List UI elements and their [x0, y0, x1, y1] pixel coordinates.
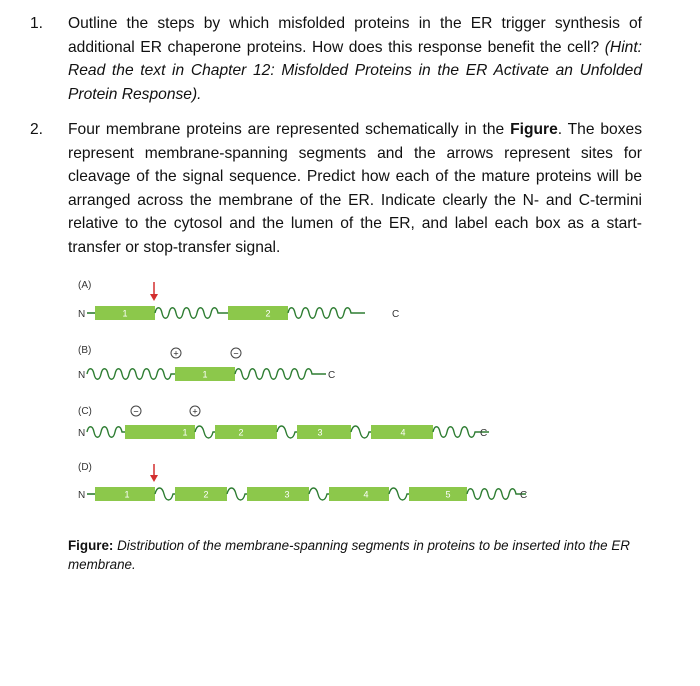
figure-caption-label: Figure: [68, 538, 114, 553]
question-2-figure-word: Figure [510, 121, 558, 138]
figure-caption-text: Distribution of the membrane-spanning segments in proteins to be inserted into the ER membrane. [68, 538, 630, 572]
question-2-text-before: Four membrane proteins are represented schematically in the [68, 121, 511, 138]
figure-caption [68, 536, 638, 574]
positive-charge-icon [171, 348, 181, 359]
svg-text:+: + [192, 406, 198, 417]
protein-c-n-terminus: N [78, 428, 86, 439]
protein-d-segment-1-label: 1 [124, 489, 130, 500]
protein-b-c-tail [235, 369, 326, 380]
question-2-number: 2. [30, 121, 44, 138]
protein-c-segment-2 [215, 425, 277, 439]
protein-a-cleavage-arrow [150, 282, 158, 301]
protein-b-n-loop [87, 369, 175, 380]
protein-c-segment-3 [297, 425, 351, 439]
negative-charge-icon [231, 348, 241, 359]
protein-c [78, 406, 489, 439]
question-2 [30, 118, 642, 259]
protein-d-segment-5-label: 5 [445, 489, 451, 500]
question-1-text: Outline the steps by which misfolded proteins in the ER trigger synthesis of additional ER chaperone proteins. How does this response benefit the cell? [68, 15, 642, 56]
protein-d-segment-5 [409, 487, 467, 501]
protein-c-segment-1-label: 1 [182, 427, 188, 438]
membrane-protein-figure [0, 270, 700, 532]
protein-a-segment-2-label: 2 [265, 308, 271, 319]
protein-d-segment-4 [329, 487, 389, 501]
protein-d-c-terminus: C [520, 490, 528, 501]
protein-c-label: (C) [78, 406, 92, 417]
positive-charge-icon [190, 406, 200, 417]
protein-b-n-terminus: N [78, 370, 86, 381]
protein-d-cleavage-arrow [150, 464, 158, 482]
protein-d [78, 462, 527, 501]
protein-d-label: (D) [78, 462, 92, 473]
protein-d-loop-4 [389, 488, 409, 500]
protein-a-segment-1-label: 1 [122, 308, 128, 319]
protein-a-label: (A) [78, 280, 92, 291]
protein-a-c-tail [288, 308, 365, 319]
protein-b-segment-1-label: 1 [202, 369, 208, 380]
protein-d-segment-2-label: 2 [203, 489, 209, 500]
protein-c-loop-3 [351, 426, 371, 438]
protein-d-loop-2 [227, 488, 247, 500]
protein-c-loop-2 [277, 426, 297, 438]
svg-text:+: + [173, 348, 179, 359]
question-1-body [68, 12, 642, 106]
protein-b [78, 345, 335, 381]
question-2-body [68, 118, 642, 259]
protein-d-segment-4-label: 4 [363, 489, 369, 500]
svg-text:−: − [133, 406, 139, 417]
protein-c-segment-2-label: 2 [238, 427, 244, 438]
protein-a-segment-2 [228, 306, 288, 320]
protein-a-c-terminus: C [392, 309, 400, 320]
protein-c-c-terminus: C [480, 428, 488, 439]
protein-d-loop-3 [309, 488, 329, 500]
svg-text:−: − [233, 348, 239, 359]
protein-c-n-loop [87, 427, 125, 438]
question-1 [30, 12, 642, 106]
protein-d-n-terminus: N [78, 490, 86, 501]
protein-d-segment-3 [247, 487, 309, 501]
protein-d-segment-3-label: 3 [284, 489, 290, 500]
protein-a [78, 280, 399, 320]
protein-a-n-terminus: N [78, 309, 86, 320]
question-1-hint: (Hint: Read the text in Chapter 12: Misfolded Proteins in the ER Activate an Unfolded Protein Response). [68, 38, 642, 103]
protein-b-label: (B) [78, 345, 92, 356]
negative-charge-icon [131, 406, 141, 417]
question-1-number: 1. [30, 15, 44, 32]
protein-d-loop-1 [155, 488, 175, 500]
protein-c-loop-1 [195, 426, 215, 438]
question-2-text-after: . The boxes represent membrane-spanning segments and the arrows represent sites for cleavage of the signal sequence. Predict how each of the mature proteins will be arranged across the membrane of the ER. Indicate clearly the N- and C-termini relative to the cytosol and the lumen of the ER, and label each box as a start-transfer or stop-transfer signal. [68, 121, 642, 256]
protein-a-loop-1 [155, 308, 228, 319]
protein-c-segment-3-label: 3 [317, 427, 323, 438]
protein-b-c-terminus: C [328, 370, 336, 381]
protein-d-c-tail [467, 489, 526, 500]
protein-d-segment-2 [175, 487, 227, 501]
protein-c-segment-4-label: 4 [400, 427, 406, 438]
